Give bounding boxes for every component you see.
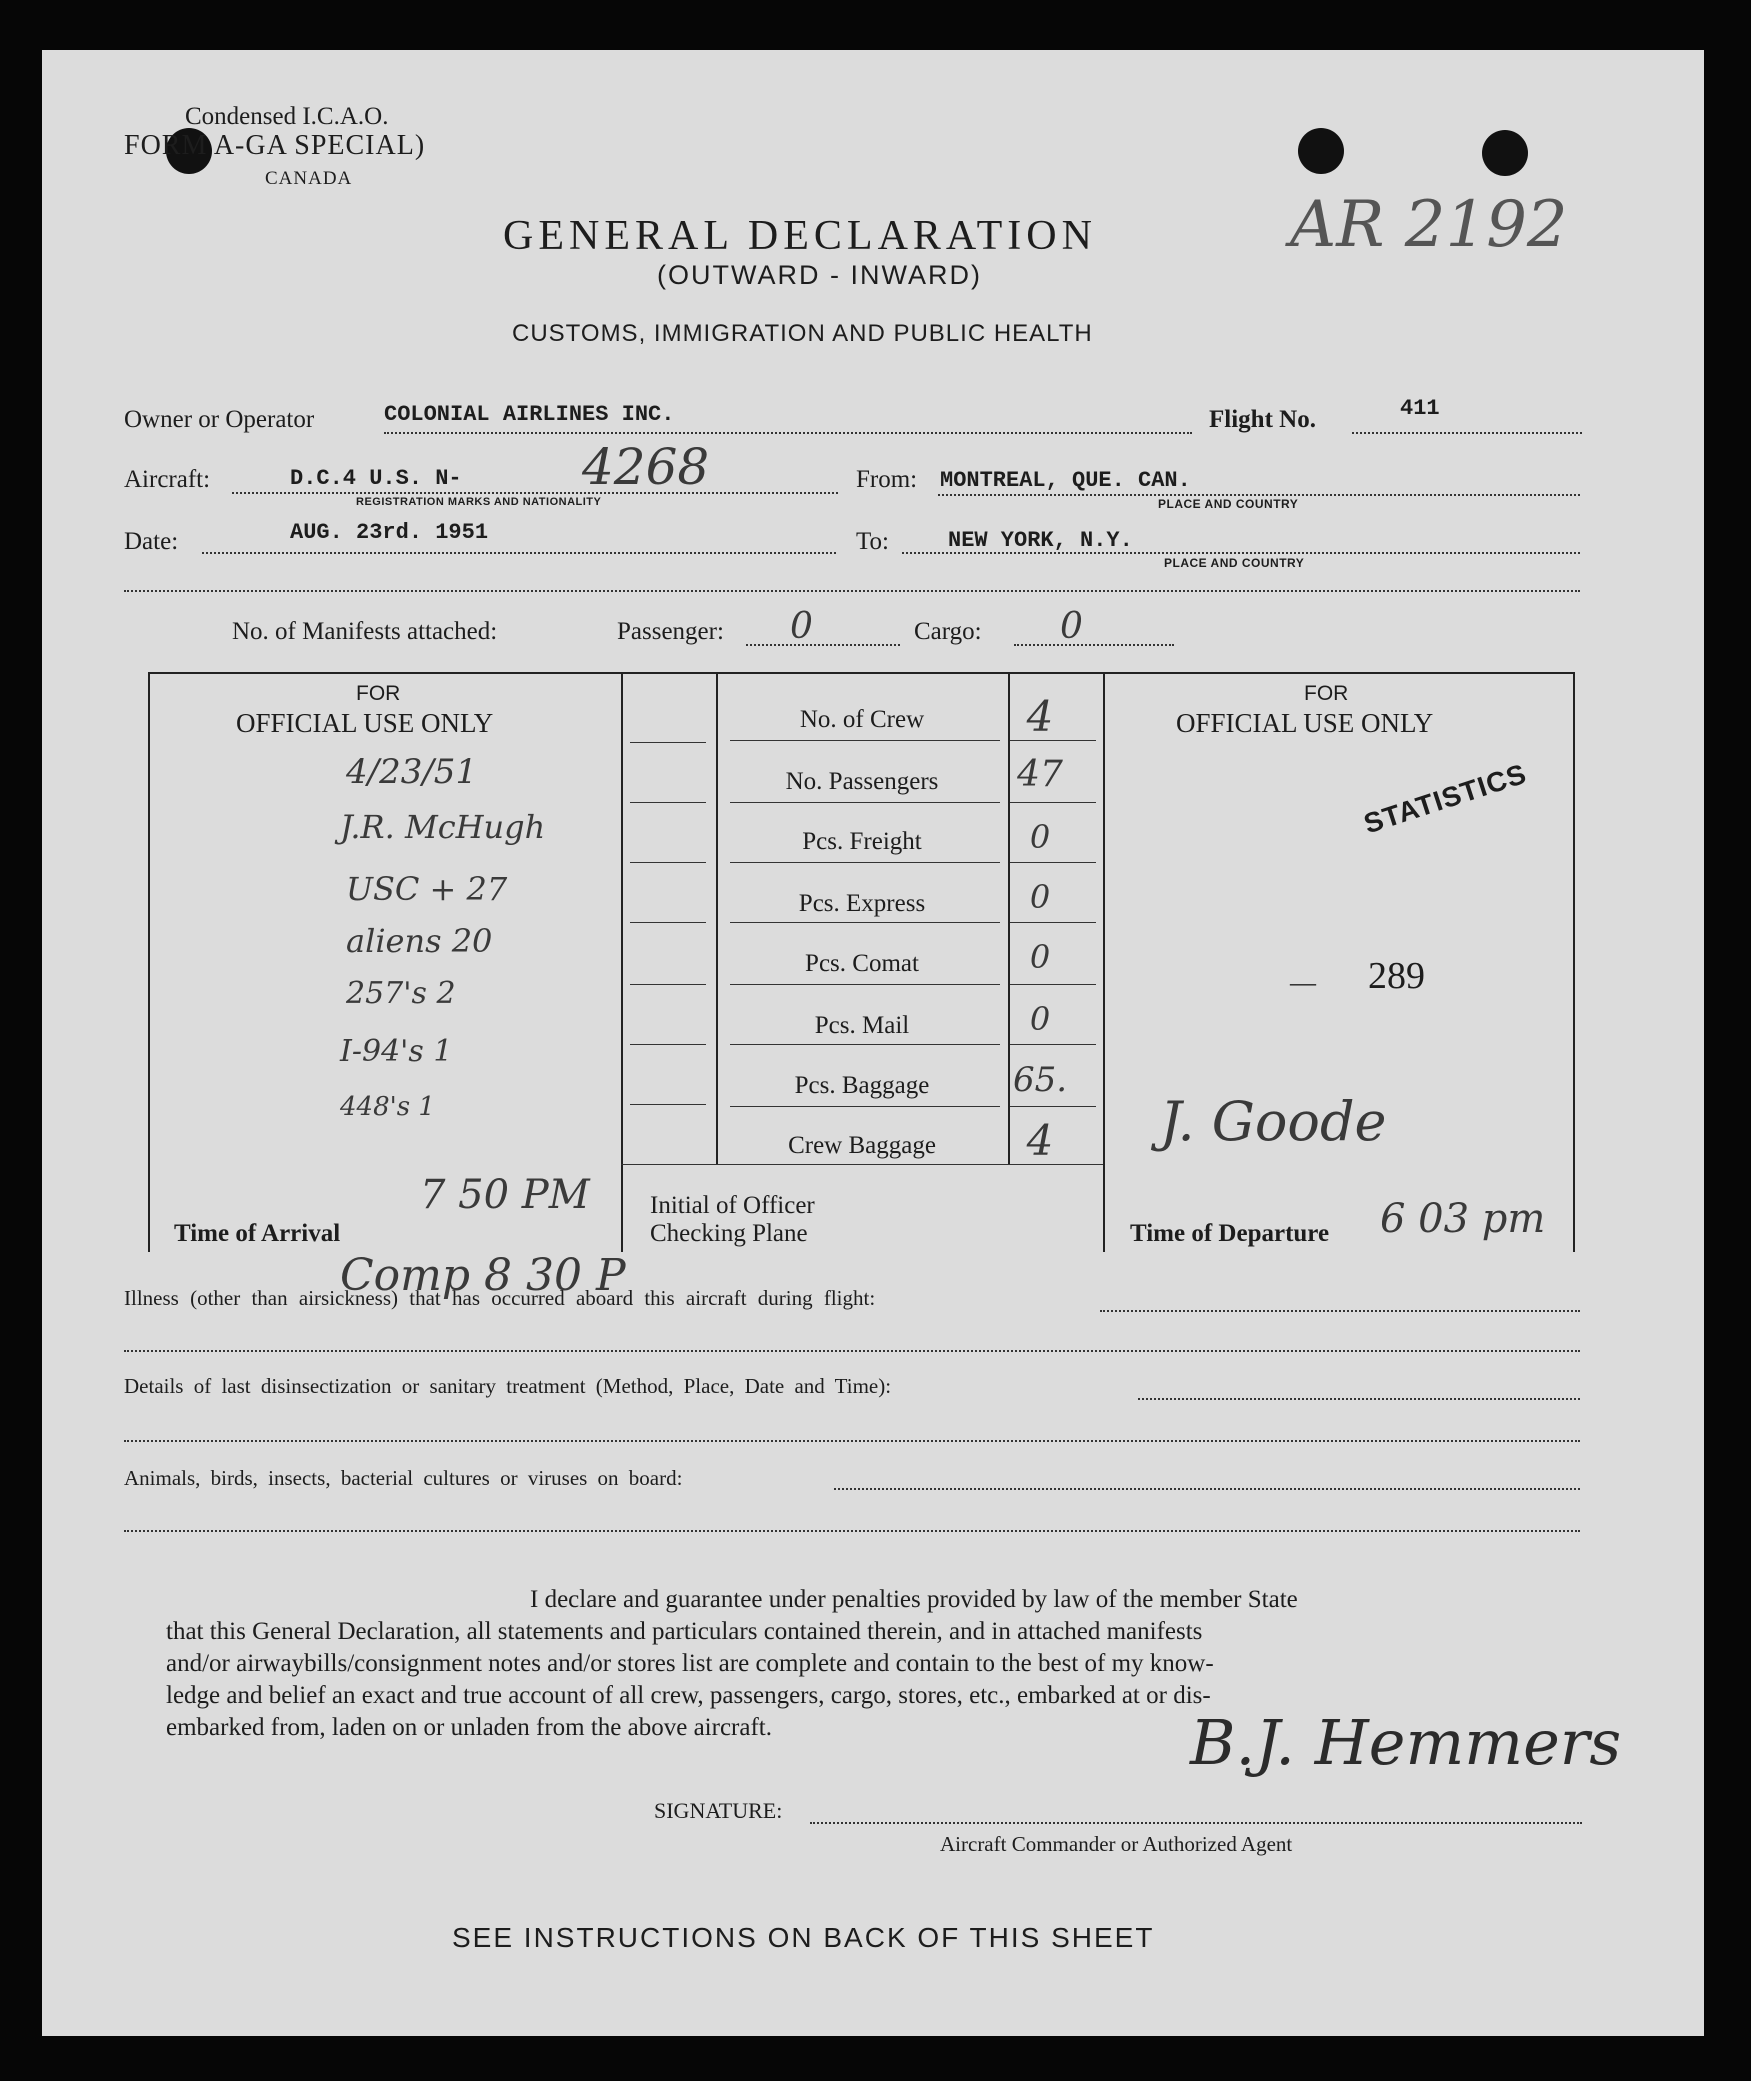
row-label-mail: Pcs. Mail [814, 1012, 910, 1039]
punch-hole-center [1298, 128, 1344, 174]
form-country: CANADA [265, 168, 353, 189]
left-note-date: 4/23/51 [346, 752, 478, 792]
left-note-257: 257's 2 [346, 976, 456, 1011]
manifests-label: No. of Manifests attached: [232, 618, 498, 645]
row-value-crew: 4 [1026, 692, 1054, 741]
form-subheading: CUSTOMS, IMMIGRATION AND PUBLIC HEALTH [512, 320, 1093, 347]
initial-officer-label-2: Checking Plane [650, 1220, 808, 1247]
row-rule-value [1010, 922, 1096, 923]
form-condensed-label: Condensed I.C.A.O. [185, 103, 389, 130]
row-label-passengers: No. Passengers [785, 768, 939, 795]
footer-instructions: SEE INSTRUCTIONS ON BACK OF THIS SHEET [452, 1922, 1155, 1953]
from-label: From: [856, 466, 918, 493]
aircraft-caption: REGISTRATION MARKS AND NATIONALITY [356, 496, 602, 508]
left-note-448: 448's 1 [340, 1092, 435, 1122]
date-line [202, 552, 836, 554]
to-value: NEW YORK, N.Y. [948, 528, 1133, 553]
signature-label: SIGNATURE: [654, 1798, 783, 1823]
time-departure-label: Time of Departure [1130, 1220, 1330, 1247]
form-subtitle: (OUTWARD - INWARD) [657, 260, 982, 290]
aircraft-label: Aircraft: [124, 466, 211, 493]
row-rule [730, 862, 1000, 863]
cargo-manifest-label: Cargo: [914, 618, 982, 645]
flight-label: Flight No. [1209, 406, 1316, 433]
flight-value: 411 [1400, 396, 1440, 421]
row-rule-value [1010, 1044, 1096, 1045]
row-value-passengers: 47 [1017, 754, 1063, 795]
signature-line [810, 1822, 1582, 1824]
left-note-aliens: aliens 20 [346, 922, 493, 960]
row-value-mail: 0 [1029, 1000, 1051, 1038]
left-official-for: FOR [356, 682, 401, 705]
to-caption: PLACE AND COUNTRY [1164, 556, 1305, 570]
row-rule [730, 802, 1000, 803]
declaration-line-4: ledge and belief an exact and true account of all crew, passengers, cargo, stores, etc., embarked at or dis- [166, 1682, 1211, 1709]
dash-line [630, 922, 706, 923]
passenger-manifest-label: Passenger: [617, 618, 724, 645]
animals-line-2 [124, 1530, 1580, 1532]
row-rule [730, 922, 1000, 923]
form-title: GENERAL DECLARATION [503, 213, 1097, 259]
row-rule [730, 1106, 1000, 1107]
row-rule [730, 1044, 1000, 1045]
declaration-line-2: that this General Declaration, all statements and particulars contained therein, and in attached manifests [166, 1618, 1203, 1645]
passenger-manifest-value: 0 [790, 606, 813, 647]
time-arrival-label: Time of Arrival [174, 1220, 341, 1247]
left-official-use: OFFICIAL USE ONLY [236, 708, 494, 738]
row-label-baggage: Pcs. Baggage [794, 1072, 930, 1099]
left-note-usc: USC + 27 [346, 870, 508, 908]
row-label-freight: Pcs. Freight [802, 828, 922, 855]
signer-caption: Aircraft Commander or Authorized Agent [940, 1832, 1293, 1856]
dash-line [630, 802, 706, 803]
passenger-manifest-line [746, 644, 900, 646]
row-rule-value [1010, 862, 1096, 863]
table-divider-1 [621, 674, 623, 1252]
right-official-for: FOR [1304, 682, 1349, 705]
initial-officer-label-1: Initial of Officer [650, 1192, 815, 1219]
row-rule-value [1010, 740, 1096, 741]
row-value-crew-baggage: 4 [1026, 1116, 1054, 1165]
row-value-freight: 0 [1029, 818, 1051, 856]
aircraft-value: D.C.4 U.S. N- [290, 466, 462, 491]
to-line [902, 552, 1580, 554]
left-note-i94: I-94's 1 [340, 1034, 453, 1069]
table-divider-2 [716, 674, 718, 1164]
form-name: FORM A-GA SPECIAL) [124, 130, 426, 161]
from-value: MONTREAL, QUE. CAN. [940, 468, 1191, 493]
animals-label: Animals, birds, insects, bacterial cultures or viruses on board: [124, 1466, 683, 1490]
aircraft-registration-handwritten: 4268 [582, 438, 710, 496]
row-label-express: Pcs. Express [798, 890, 926, 917]
row-label-crew: No. of Crew [799, 706, 925, 733]
dash-line [630, 742, 706, 743]
from-line [938, 494, 1580, 496]
animals-line-1 [834, 1488, 1580, 1490]
illness-line-2 [124, 1350, 1580, 1352]
illness-label: Illness (other than airsickness) that has occurred aboard this aircraft during flight: [124, 1286, 876, 1310]
punch-hole-right [1482, 130, 1528, 176]
row-label-comat: Pcs. Comat [805, 950, 919, 977]
separator-line [124, 590, 1580, 592]
time-departure-value: 6 03 pm [1380, 1196, 1546, 1242]
row-rule [730, 984, 1000, 985]
statistics-stamp: STATISTICS [1360, 757, 1531, 840]
from-caption: PLACE AND COUNTRY [1158, 497, 1299, 511]
cargo-manifest-value: 0 [1060, 606, 1083, 647]
owner-line [384, 432, 1192, 434]
row-label-crew-baggage: Crew Baggage [788, 1132, 936, 1159]
officer-signature: J. Goode [1160, 1090, 1387, 1153]
row-rule-value [1010, 802, 1096, 803]
table-divider-4 [1103, 674, 1105, 1252]
declaration-line-1: I declare and guarantee under penalties provided by law of the member State [530, 1586, 1298, 1613]
dash-line [630, 984, 706, 985]
illness-handwritten-note: Comp 8 30 P [340, 1250, 626, 1301]
row-rule [730, 740, 1000, 741]
illness-line-1 [1100, 1310, 1580, 1312]
dash-line [630, 1104, 706, 1105]
owner-label: Owner or Operator [124, 406, 315, 433]
disinsect-line-1 [1138, 1398, 1580, 1400]
disinsect-label: Details of last disinsectization or sanitary treatment (Method, Place, Date and Time): [124, 1374, 892, 1398]
statistics-dash: — [1290, 968, 1316, 997]
declaration-line-5: embarked from, laden on or unladen from the above aircraft. [166, 1714, 772, 1741]
row-rule-value [1010, 984, 1096, 985]
disinsect-line-2 [124, 1440, 1580, 1442]
declaration-line-3: and/or airwaybills/consignment notes and/or stores list are complete and contain to the best of my know- [166, 1650, 1214, 1677]
aircraft-line [232, 492, 838, 494]
row-value-baggage: 65. [1012, 1060, 1068, 1100]
dash-line [630, 862, 706, 863]
commander-signature: B.J. Hemmers [1190, 1706, 1622, 1779]
row-value-comat: 0 [1029, 938, 1051, 976]
flight-line [1352, 432, 1582, 434]
handwritten-reference: AR 2192 [1290, 188, 1568, 262]
left-note-inspector: J.R. McHugh [340, 808, 546, 846]
owner-value: COLONIAL AIRLINES INC. [384, 402, 675, 427]
date-label: Date: [124, 528, 179, 555]
date-value: AUG. 23rd. 1951 [290, 520, 489, 545]
dash-line [630, 1044, 706, 1045]
time-arrival-value: 7 50 PM [420, 1172, 590, 1218]
right-official-use: OFFICIAL USE ONLY [1176, 708, 1434, 738]
row-rule-value [1010, 1106, 1096, 1107]
row-value-express: 0 [1029, 878, 1051, 916]
to-label: To: [856, 528, 889, 555]
cargo-manifest-line [1014, 644, 1174, 646]
statistics-number: 289 [1368, 955, 1425, 997]
